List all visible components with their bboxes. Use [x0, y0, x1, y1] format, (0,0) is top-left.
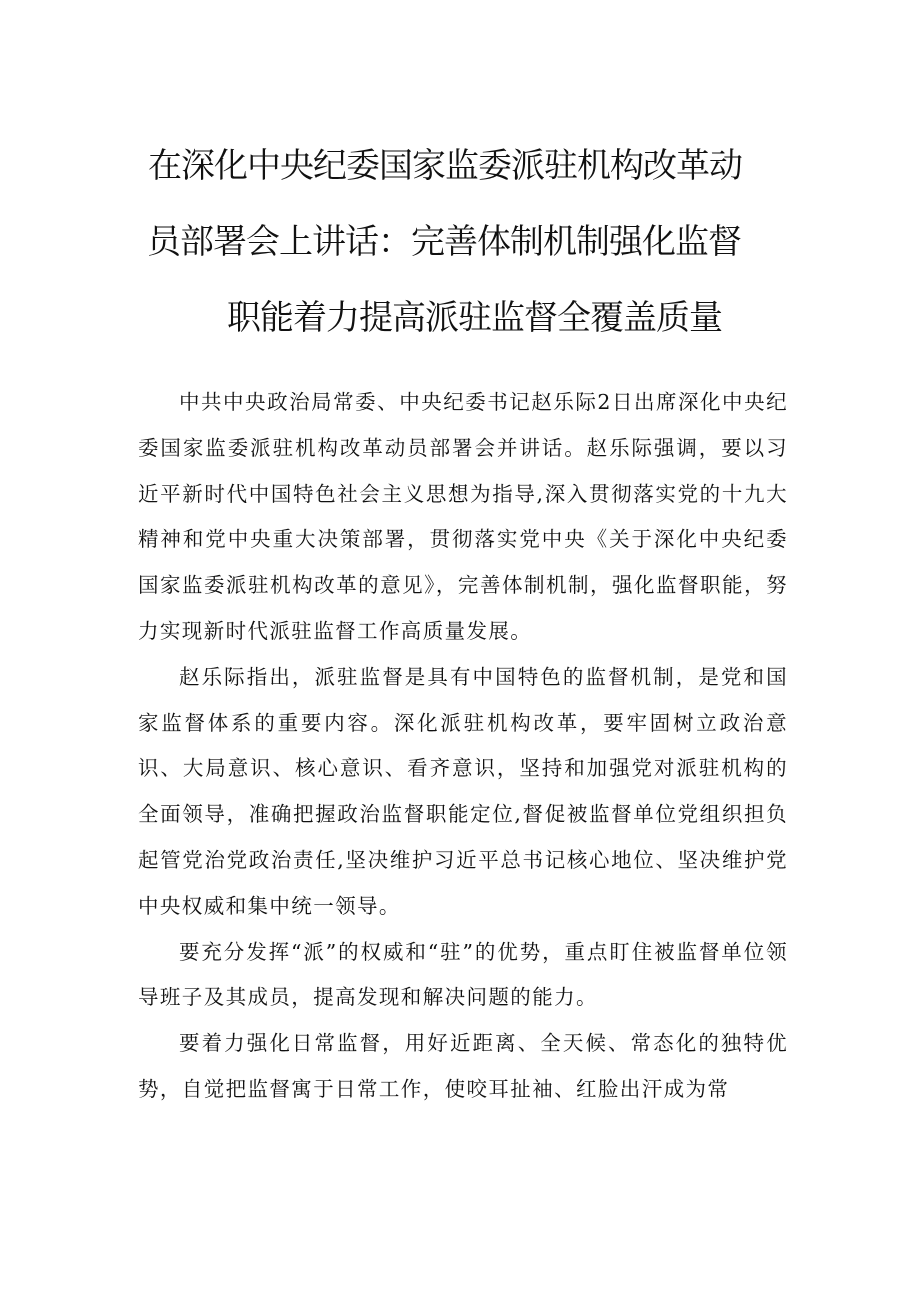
paragraph: 赵乐际指出，派驻监督是具有中国特色的监督机制，是党和国家监督体系的重要内容。深化派驻机构改革，要牢固树立政治意识、大局意识、核心意识、看齐意识，坚持和加强党对派驻机构的全面领导，准确把握政治监督职能定位,督促被监督单位党组织担负起管党治党政治责任,坚决维护习近平总书记核心地位、坚决维护党中央权威和集中统一领导。 — [138, 664, 788, 918]
paragraph: 要充分发挥“派”的权威和“驻”的优势，重点盯住被监督单位领导班子及其成员，提高发现和解决问题的能力。 — [138, 939, 788, 1010]
document-body — [138, 380, 788, 1113]
title-line: 职能着力提高派驻监督全覆盖质量 — [227, 298, 722, 338]
paragraph: 中共中央政治局常委、中央纪委书记赵乐际2日出席深化中央纪委国家监委派驻机构改革动员部署会并讲话。赵乐际强调，要以习近平新时代中国特色社会主义思想为指导,深入贯彻落实党的十九大精神和党中央重大决策部署，贯彻落实党中央《关于深化中央纪委国家监委派驻机构改革的意见》，完善体制机制，强化监督职能，努力实现新时代派驻监督工作高质量发展。 — [138, 390, 788, 643]
title-line: 员部署会上讲话：完善体制机制强化监督 — [147, 222, 741, 262]
paragraph: 要着力强化日常监督，用好近距离、全天候、常态化的独特优势，自觉把监督寓于日常工作，使咬耳扯袖、红脸出汗成为常 — [138, 1031, 788, 1101]
title-line: 在深化中央纪委国家监委派驻机构改革动 — [148, 146, 742, 186]
document-title — [140, 138, 780, 366]
